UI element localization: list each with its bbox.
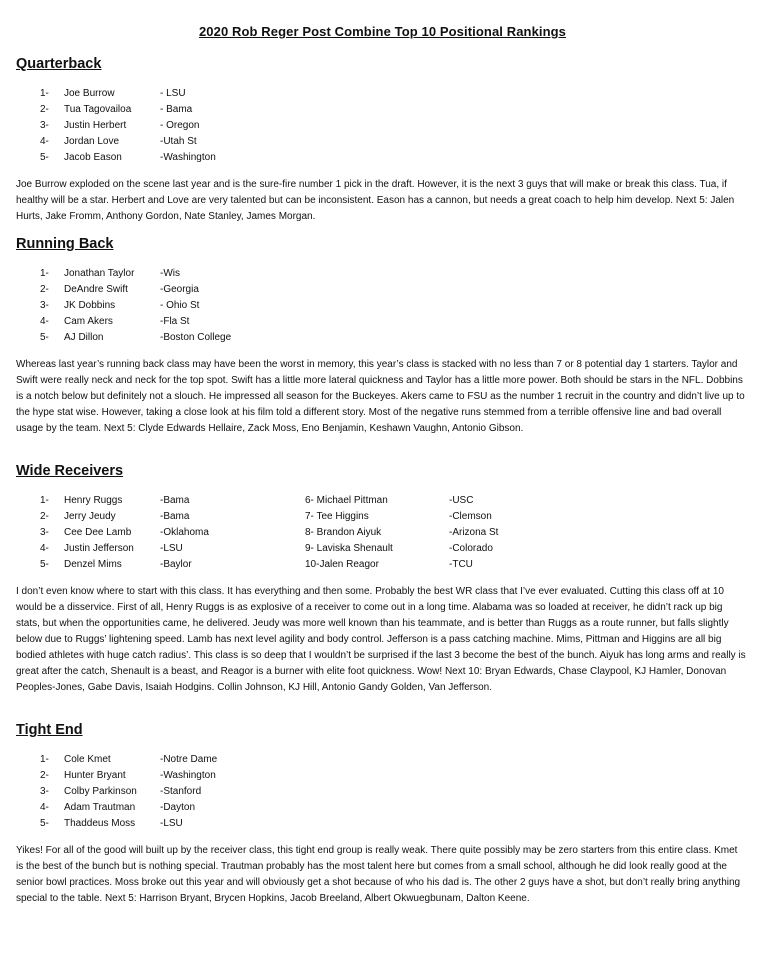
- section-heading-tight-end: Tight End: [16, 722, 83, 738]
- page-title: 2020 Rob Reger Post Combine Top 10 Positional Rankings: [198, 24, 567, 39]
- running-back-analysis: Whereas last year’s running back class may have been the worst in memory, this year’s class is stacked with no less than 7 or 8 potential day 1 starters. Taylor and Swift were really neck and neck for the top spot. Swift has a little more lateral quickness and Taylor has a little more power. Both should be stars in the NFL. Dobbins is a notch below but definitely not a slouch. He impressed all season for the Buckeyes. Akers came to FSU as the number 1 recruit in the country and didn’t live up to the hype stat wise. However, taking a close look at his film told a different story. Most of the negative runs stemmed from a terrible offensive line and bad overall usage by the team. Next 5: Clyde Edwards Hellaire, Zack Moss, Eno Benjamin, Keshawn Vaughn, Antonio Gibson.: [16, 359, 745, 434]
- section-heading-wide-receivers: Wide Receivers: [16, 463, 124, 479]
- document-page: 2020 Rob Reger Post Combine Top 10 Positional Rankings Quarterback 1- Joe Burrow - LSU 2- Tua Tagovailoa - Bama 3- Justin Herbert - Oregon 4- Jordan Love -Utah St 5- Jacob Eason -Washington Joe Burrow exploded on the scene last year and is the sure-fire number 1 pick in the draft. However, it is the next 3 guys that will make or break this class. Tua, if healthy will be a star. Herbert and Love are very talented but can be inconsistent. Eason has a cannon, but needs a great coach to help him develop. Next 5: Jalen Hurts, Jake Fromm, Anthony Gordon, Nate Stanley, James Morgan. Running Back 1- Jonathan Taylor -Wis 2- DeAndre Swift -Georgia 3- JK Dobbins - Ohio St 4- Cam Akers -Fla St 5- AJ Dillon -Boston College Whereas last year’s running back class may have been the worst in memory, this year’s class is stacked with no less than 7 or 8 potential day 1 starters. Taylor and Swift were really neck and neck for the top spot. Swift has a little more lateral quickness and Taylor has a little more power. Both should be stars in the NFL. Dobbins is a notch below but definitely not a slouch. He impressed all season for the Buckeyes. Akers came to FSU as the number 1 recruit in the country and didn’t live up to the hype stat wise. However, taking a close look at his film told a different story. Most of the negative runs stemmed from a terrible offensive line and bad overall usage by the team. Next 5: Clyde Edwards Hellaire, Zack Moss, Eno Benjamin, Keshawn Vaughn, Antonio Gibson. Wide Receivers 1- Henry Ruggs -Bama 6- Michael Pittman -USC 2- Jerry Jeudy -Bama 7- Tee Higgins -Clemson 3- Cee Dee Lamb -Oklahoma 8- Brandon Aiyuk -Arizona St 4- Justin Jefferson -LSU 9- Laviska Shenault -Colorado 5- Denzel Mims -Baylor 10-Jalen Reagor -TCU I don’t even know where to start with this class. It has everything and then some. Probably the best WR class that I’ve ever evaluated. Cutting this class off at 10 would be a disservice. First of all, Henry Ruggs is as explosive of a receiver to come out in a long time. Alabama was so loaded at receiver, he didn’t rack up big stats, but when the opportunities came, he delivered. Jeudy was more well known than his teammate, and is better than Ruggs as a route runner, but falls slightly below due to Ruggs’ lightening speed. Lamb has next level agility and body control. Jefferson is a pass catching machine. Mims, Pittman and Higgins are all big bodied athletes with huge catch radius’. This class is so deep that I wouldn’t be surprised if the last 3 become the best of the bunch. Aiyuk has long arms and really is great after the catch, Shenault is a beast, and Reagor is a burner with elite foot quickness. Wow! Next 10: Bryan Edwards, Chase Claypool, KJ Hamler, Donovan Peoples-Jones, Gabe Davis, Isaiah Hodgins. Collin Johnson, KJ Hill, Antonio Gandy Golden, Van Jefferson. Tight End 1- Cole Kmet -Notre Dame 2- Hunter Bryant -Washington 3- Colby Parkinson -Stanford 4- Adam Trautman -Dayton 5- Thaddeus Moss -LSU Yikes! For all of the good will built up by the receiver class, this tight end group is really weak. There quite possibly may be zero starters from this entire class. Kmet is the best of the bunch but is nothing special. Trautman probably has the most talent here but comes from a small school, although he did look really good at the senior bowl practices. Moss broke out this year and will obviously get a shot because of who his dad is. The other 2 guys have a shot, but don’t really bring anything special to the table. Next 5: Harrison Bryant, Brycen Hopkins, Jacob Breeland, Albert Okwuegbunam, Dalton Keene.: [0, 0, 765, 975]
- tight-end-analysis: Yikes! For all of the good will built up by the receiver class, this tight end group is really weak. There quite possibly may be zero starters from this entire class. Kmet is the best of the bunch but is nothing special. Trautman probably has the most talent here but comes from a small school, although he did look really good at the senior bowl practices. Moss broke out this year and will obviously get a shot because of who his dad is. The other 2 guys have a shot, but don’t really bring anything special to the table. Next 5: Harrison Bryant, Brycen Hopkins, Jacob Breeland, Albert Okwuegbunam, Dalton Keene.: [16, 845, 741, 904]
- wide-receiver-analysis: I don’t even know where to start with this class. It has everything and then some. Probably the best WR class that I’ve ever evaluated. Cutting this class off at 10 would be a disservice. First of all, Henry Ruggs is as explosive of a receiver to come out in a long time. Alabama was so loaded at receiver, he didn’t rack up big stats, but when the opportunities came, he delivered. Jeudy was more well known than his teammate, and is better than Ruggs as a route runner, but falls slightly below due to Ruggs’ lightening speed. Lamb has next level agility and body control. Jefferson is a pass catching machine. Mims, Pittman and Higgins are all big bodied athletes with huge catch radius’. This class is so deep that I wouldn’t be surprised if the last 3 become the best of the bunch. Aiyuk has long arms and really is great after the catch, Shenault is a beast, and Reagor is a burner with elite foot quickness. Wow! Next 10: Bryan Edwards, Chase Claypool, KJ Hamler, Donovan Peoples-Jones, Gabe Davis, Isaiah Hodgins. Collin Johnson, KJ Hill, Antonio Gandy Golden, Van Jefferson.: [16, 586, 746, 693]
- quarterback-analysis: Joe Burrow exploded on the scene last year and is the sure-fire number 1 pick in the draft. However, it is the next 3 guys that will make or break this class. Tua, if healthy will be a star. Herbert and Love are very talented but can be inconsistent. Eason has a cannon, but needs a great coach to help him develop. Next 5: Jalen Hurts, Jake Fromm, Anthony Gordon, Nate Stanley, James Morgan.: [16, 179, 735, 222]
- section-heading-quarterback: Quarterback: [16, 56, 102, 72]
- section-heading-running-back: Running Back: [16, 236, 114, 252]
